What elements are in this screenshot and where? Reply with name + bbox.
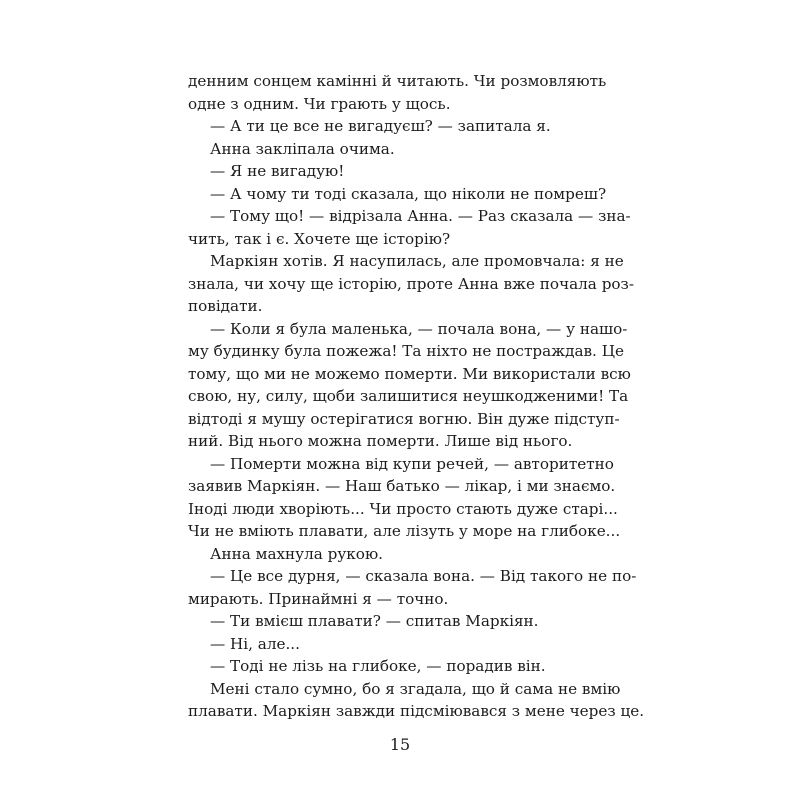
text-line: Маркіян хотів. Я насупилась, але промовчала: я не	[210, 252, 624, 270]
text-line: плавати. Маркіян завжди підсміювався з мене через це.	[188, 702, 645, 720]
text-line: — Померти можна від купи речей, — авторитетно	[210, 454, 614, 473]
text-line: знала, чи хочу ще історію, проте Анна вже почала роз-	[188, 274, 634, 293]
text-line: — Я не вигадую!	[210, 162, 345, 180]
text-line: — Коли я була маленька, — почала вона, — у нашо-	[210, 319, 628, 338]
text-line: — А ти це все не вигадуєш? — запитала я.	[210, 117, 551, 135]
text-line: Анна махнула рукою.	[210, 544, 383, 563]
text-line: денним сонцем камінні й читають. Чи розмовляють	[188, 72, 607, 90]
text-line: повідати.	[188, 297, 263, 315]
text-line: — Тому що! — відрізала Анна. — Раз сказала — зна-	[210, 207, 631, 225]
text-line: Чи не вміють плавати, але лізуть у море на глибоке...	[188, 522, 621, 540]
text-line: — Ти вмієш плавати? — спитав Маркіян.	[210, 612, 539, 630]
text-line: одне з одним. Чи грають у щось.	[188, 94, 451, 113]
text-line: — Це все дурня, — сказала вона. — Від такого не по-	[210, 567, 637, 585]
text-line: му будинку була пожежа! Та ніхто не постраждав. Це	[188, 342, 624, 360]
text-line: мирають. Принаймні я — точно.	[188, 589, 449, 608]
text-line: — А чому ти тоді сказала, що ніколи не помреш?	[210, 184, 607, 203]
text-line: заявив Маркіян. — Наш батько — лікар, і ми знаємо.	[188, 477, 616, 495]
text-line: Мені стало сумно, бо я згадала, що й сама не вмію	[210, 679, 621, 698]
text-line: — Ні, але...	[210, 634, 300, 653]
body-text	[188, 70, 645, 723]
text-line: Анна закліпала очима.	[210, 139, 395, 158]
page-number: 15	[389, 735, 411, 754]
text-line: тому, що ми не можемо померти. Ми використали всю	[188, 364, 631, 383]
text-line: — Тоді не лізь на глибоке, — порадив він.	[210, 657, 546, 675]
text-line: відтоді я мушу остерігатися вогню. Він дуже підступ-	[188, 409, 620, 428]
text-line: чить, так і є. Хочете ще історію?	[188, 229, 451, 248]
text-line: ний. Від нього можна померти. Лише від нього.	[188, 432, 573, 450]
text-line: свою, ну, силу, щоби залишитися неушкодженими! Та	[188, 387, 629, 405]
text-line: Іноді люди хворіють... Чи просто стають дуже старі...	[188, 499, 618, 518]
